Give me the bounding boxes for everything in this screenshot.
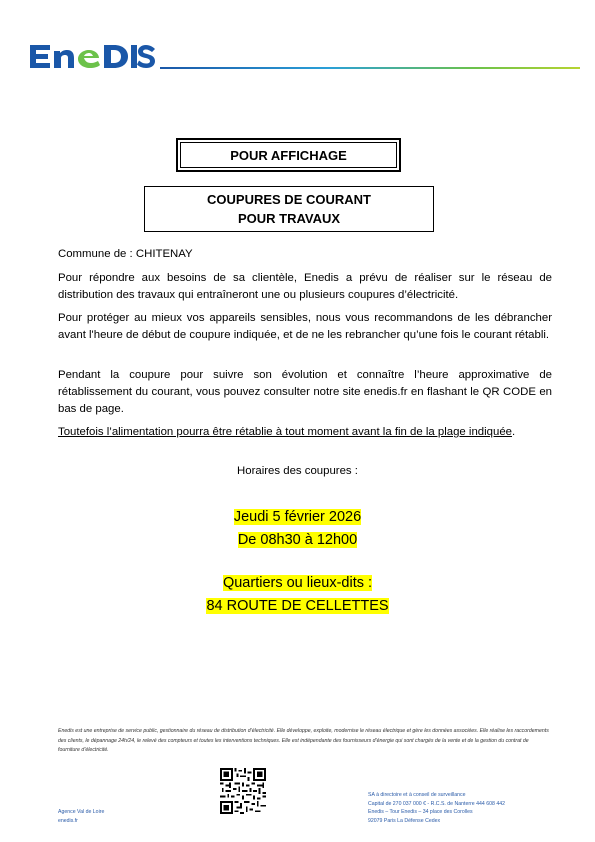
title-line-1: COUPURES DE COURANT [207,192,371,207]
paragraph-warning [58,424,552,441]
schedule-time-row [0,530,595,550]
company-description: Enedis est une entreprise de service public, gestionnaire du réseau de distribution d’électricité. Elle développe, exploite, modernise le réseau électrique et gère les données associées. Elle réalise les raccordements des clients, le dépannage 24h/24, le relevé des compteurs et toutes les interventions techniques. Elle est indépendante des fournisseurs d’énergie qui sont chargés de la vente et de la gestion du contrat de fourniture d’électricité. [58,728,549,753]
warning-text: Toutefois l’alimentation pourra être rétablie à tout moment avant la fin de la plage indiquée [58,426,513,438]
qr-code-icon[interactable] [220,768,266,814]
schedule-heading: Horaires des coupures : [237,465,358,477]
paragraph-follow: Pendant la coupure pour suivre son évolution et connaître l’heure approximative de rétablissement du courant, vous pouvez consulter notre site enedis.fr en flashant le QR CODE en bas de page. [58,369,552,415]
legal-line-3: Enedis – Tour Enedis – 34 place des Corolles [368,809,473,815]
place-name: 84 ROUTE DE CELLETTES [206,598,389,614]
places-label-row [0,573,595,593]
legal-line-2: Capital de 270 037 000 € - R.C.S. de Nanterre 444 608 442 [368,800,505,807]
display-notice-box [180,142,397,168]
legal-line-4: 92079 Paris La Défense Cedex [368,817,441,824]
legal-line-1: SA à directoire et à conseil de surveillance [368,792,466,798]
title-box [144,186,434,232]
title-line-2: POUR TRAVAUX [237,211,341,226]
commune-line: Commune de : CHITENAY [58,248,193,260]
schedule-time: De 08h30 à 12h00 [237,532,358,548]
enedis-logo [28,42,156,72]
schedule-date-row [0,507,595,527]
schedule-date: Jeudi 5 février 2026 [233,509,362,525]
agency-name: Agence Val de Loire [58,809,105,815]
place-row [0,596,595,616]
agency-block [58,808,104,825]
header-divider [160,67,580,69]
warning-end: . [512,426,516,438]
paragraph-intro: Pour répondre aux besoins de sa clientèle, Enedis a prévu de réaliser sur le réseau de distribution des travaux qui entraîneront une ou plusieurs coupures d’électricité. [58,272,552,301]
legal-block [368,791,505,825]
website-link[interactable]: enedis.fr [58,817,78,824]
notice-label: POUR AFFICHAGE [230,147,347,163]
places-label: Quartiers ou lieux-dits : [222,575,373,591]
paragraph-protect: Pour protéger au mieux vos appareils sensibles, nous vous recommandons de les débrancher avant l'heure de début de coupure indiquée, et de ne les rebrancher qu’une fois le courant rétabli. [58,312,552,341]
